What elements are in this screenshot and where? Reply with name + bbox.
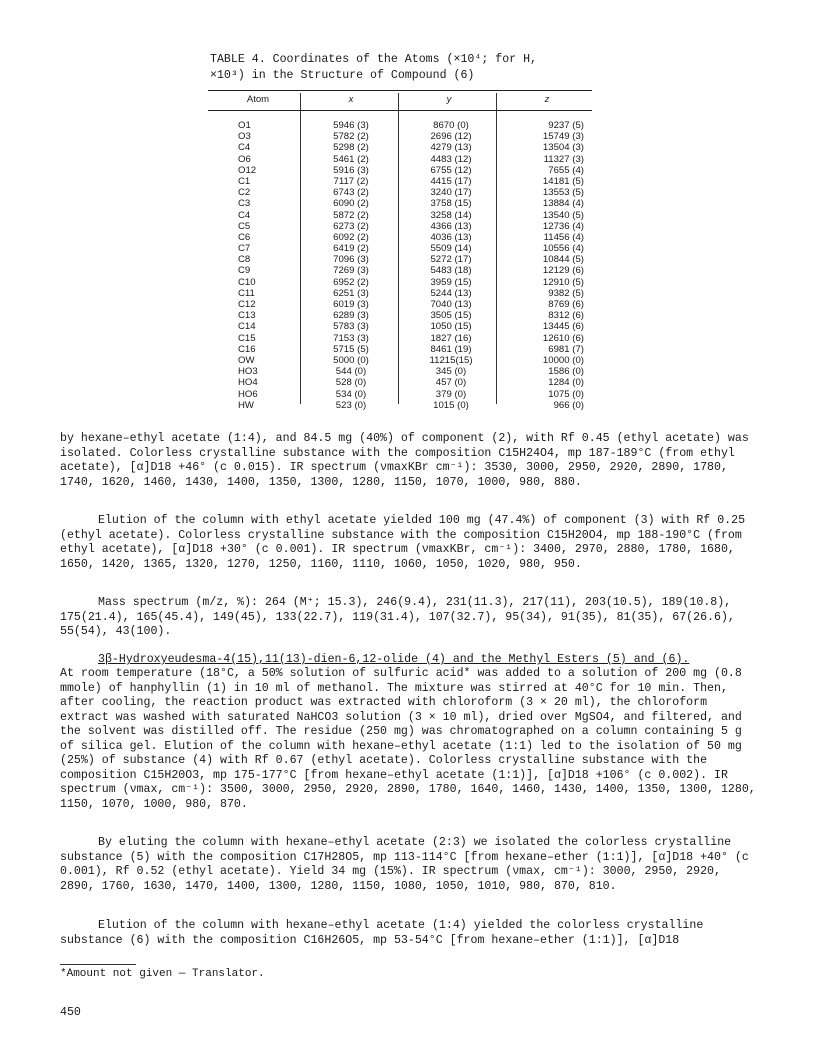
atom-cell: C12 [238,299,256,310]
x-cell: 5298 (2) [333,142,369,154]
atom-cell: C1 [238,175,251,187]
atom-cell: C11 [238,287,255,299]
atom-cell: C3 [238,198,251,210]
y-cell: 4415 (17) [430,175,472,187]
atom-column [238,120,278,411]
y-cell: 2696 (12) [430,131,472,143]
x-cell: 6273 (2) [333,220,369,232]
z-cell: 10556 (4) [542,243,584,255]
paragraph-component-3: Elution of the column with ethyl acetate yielded 100 mg (47.4%) of component (3) with Rf 0.25 (ethyl acetate). Colorless crystalline substance with the composition C15H20O4, mp 188-190°C (from ethyl acetate), [α]D18 +30° (c 0.001). IR spectrum (νmaxKBr, cm⁻¹): 3400, 2970, 2880, 1780, 1680, 1650, 1420, 1365, 1320, 1270, 1250, 1160, 1110, 1060, 1050, 1020, 980, 950. [60,514,746,571]
y-cell: 6755 (12) [430,164,472,176]
x-cell: 5715 (5) [333,343,369,355]
z-cell: 14181 (5) [542,175,584,187]
x-cell: 6952 (2) [333,276,369,288]
z-cell: 11456 (4) [543,231,584,243]
y-cell: 1827 (16) [430,332,472,344]
y-column [418,120,484,411]
z-cell: 8312 (6) [548,310,584,322]
x-cell: 528 (0) [335,377,367,389]
atom-cell: HO6 [238,388,258,400]
z-cell: 12736 (4) [542,220,584,232]
y-cell: 3258 (14) [430,209,472,221]
atom-cell: O3 [238,131,251,143]
x-cell: 5783 (3) [333,321,369,333]
atom-cell: C9 [238,265,251,277]
atom-cell: O12 [238,164,257,176]
y-cell: 5483 (18) [430,265,472,277]
z-cell: 9237 (5) [548,120,584,131]
atom-cell: HW [238,399,254,411]
column-divider [496,93,497,404]
x-cell: 5872 (2) [333,209,369,221]
atom-cell: C15 [238,332,256,344]
x-cell: 6090 (2) [333,198,369,210]
x-cell: 6092 (2) [333,231,369,243]
y-cell: 8461 (19) [430,343,472,355]
y-cell: 457 (0) [435,377,467,389]
section-heading-text: 3β-Hydroxyeudesma-4(15),11(13)-dien-6,12-olide (4) and the Methyl Esters (5) and (6). [98,653,690,666]
x-cell: 5000 (0) [333,354,369,366]
z-cell: 7655 (4) [548,164,584,176]
atom-cell: C6 [238,231,251,243]
z-cell: 11327 (3) [543,153,584,165]
y-cell: 3758 (15) [430,198,472,210]
column-divider [398,93,399,404]
z-cell: 12129 (6) [542,265,584,277]
x-column [320,120,382,411]
atom-cell: C16 [238,343,256,355]
y-cell: 3959 (15) [430,276,472,288]
paragraph-component-2: by hexane–ethyl acetate (1:4), and 84.5 mg (40%) of component (2), with Rf 0.45 (ethyl acetate) was isolated. Colorless crystalline substance with the composition C15H24O4, mp 187-189°C (from ethyl acetate), [α]D18 +46° (c 0.015). IR spectrum (νmaxKBr cm⁻¹): 3530, 3000, 2950, 2920, 2890, 1780, 1740, 1620, 1460, 1430, 1400, 1350, 1300, 1280, 1150, 1070, 1000, 980, 880. [60,432,749,489]
header-y: y [446,94,452,105]
x-cell: 6289 (3) [333,310,369,322]
x-cell: 5916 (3) [333,164,369,176]
z-cell: 1586 (0) [548,366,584,378]
y-cell: 5509 (14) [430,243,472,255]
y-cell: 345 (0) [435,366,467,378]
y-cell: 3505 (15) [430,310,472,322]
z-cell: 13445 (6) [542,321,584,333]
z-cell: 6981 (7) [548,343,584,355]
atom-cell: C10 [238,276,256,288]
atom-cell: C14 [238,321,256,333]
column-divider [300,93,301,404]
atom-cell: O1 [238,120,251,131]
x-cell: 534 (0) [335,388,367,400]
y-cell: 4366 (13) [430,220,472,232]
x-cell: 523 (0) [335,399,367,411]
y-cell: 1015 (0) [433,399,469,411]
section-heading-compound-4 [60,653,760,668]
z-cell: 966 (0) [553,399,584,411]
z-cell: 1075 (0) [548,388,584,400]
atom-cell: HO4 [238,377,258,389]
y-cell: 4483 (12) [430,153,472,165]
x-cell: 5946 (3) [333,120,369,131]
z-column [508,120,584,411]
atom-cell: OW [238,354,255,366]
atom-cell: C4 [238,209,251,221]
atom-cell: C7 [238,243,251,255]
y-cell: 11215(15) [429,354,473,366]
x-cell: 6743 (2) [333,187,369,199]
y-cell: 5272 (17) [430,254,472,266]
x-cell: 6251 (3) [333,287,369,299]
header-atom: Atom [246,94,270,105]
x-cell: 6019 (3) [333,299,369,310]
z-cell: 8769 (6) [548,299,584,310]
z-cell: 12610 (6) [542,332,584,344]
z-cell: 10000 (0) [542,354,584,366]
x-cell: 6419 (2) [333,243,369,255]
y-cell: 4036 (13) [430,231,472,243]
x-cell: 5782 (2) [333,131,369,143]
atom-cell: O6 [238,153,251,165]
z-cell: 13504 (3) [542,142,584,154]
atom-cell: C2 [238,187,251,199]
y-cell: 8670 (0) [433,120,469,131]
paragraph-substance-5: By eluting the column with hexane–ethyl acetate (2:3) we isolated the colorless crystalline substance (5) with the composition C17H28O5, mp 113-114°C [from hexane–ether (1:1)], [α]D18 +40° (c 0.001), Rf 0.52 (ethyl acetate). Yield 34 mg (15%). IR spectrum (νmax, cm⁻¹): 3000, 2950, 2920, 2890, 1760, 1630, 1470, 1400, 1300, 1280, 1150, 1080, 1050, 1010, 980, 870, 810. [60,836,749,893]
paragraph-preparation: At room temperature (18°C, a 50% solution of sulfuric acid* was added to a solution of 200 mg (0.8 mmole) of hanphyllin (1) in 10 ml of methanol. The mixture was stirred at 40°C for 10 min. Then, after cooling, the reaction product was extracted with chloroform (3 × 20 ml), the chloroform extract was washed with saturated NaHCO3 solution (3 × 10 ml), dried over MgSO4, and filtered, and the solvent was distilled off. The residue (250 mg) was chromatographed on a column containing 5 g of silica gel. Elution of the column with hexane–ethyl acetate (1:1) led to the isolation of 50 mg (25%) of substance (4) with Rf 0.67 (ethyl acetate). Colorless crystalline substance with the composition C15H20O3, mp 175-177°C [from hexane–ethyl acetate (1:1)], [α]D18 +106° (c 0.002). IR spectrum (νmax, cm⁻¹): 3500, 3000, 2950, 2920, 2890, 1780, 1640, 1460, 1430, 1400, 1350, 1300, 1280, 1150, 1070, 1000, 980, 870. [60,667,756,811]
atom-cell: C8 [238,254,251,266]
z-cell: 10844 (5) [542,254,584,266]
x-cell: 7117 (2) [333,175,369,187]
atom-cell: HO3 [238,366,258,378]
paragraph-substance-6: Elution of the column with hexane–ethyl acetate (1:4) yielded the colorless crystalline substance (6) with the composition C16H26O5, mp 53-54°C [from hexane–ether (1:1)], [α]D18 [60,919,704,947]
x-cell: 7153 (3) [333,332,369,344]
y-cell: 7040 (13) [430,299,472,310]
header-x: x [348,94,354,105]
z-cell: 13553 (5) [542,187,584,199]
coordinates-table [208,90,592,411]
footnote: *Amount not given — Translator. [60,968,265,980]
header-z: z [544,94,550,105]
table-caption: TABLE 4. Coordinates of the Atoms (×10⁴; for H, ×10³) in the Structure of Compound (6) [210,53,537,82]
y-cell: 379 (0) [435,388,467,400]
table-header-rule [208,110,592,111]
paragraph-mass-spectrum: Mass spectrum (m/z, %): 264 (M⁺; 15.3), 246(9.4), 231(11.3), 217(11), 203(10.5), 189(10.8), 175(21.4), 165(45.4), 149(45), 133(22.7), 119(31.4), 107(32.7), 95(34), 91(35), 81(35), 67(26.6), 55(54), 43(100). [60,596,735,638]
z-cell: 9382 (5) [548,287,584,299]
y-cell: 4279 (13) [430,142,472,154]
z-cell: 12910 (5) [542,276,584,288]
table-top-rule [208,90,592,91]
y-cell: 3240 (17) [430,187,472,199]
x-cell: 544 (0) [335,366,367,378]
z-cell: 13884 (4) [542,198,584,210]
atom-cell: C13 [238,310,256,322]
x-cell: 7096 (3) [333,254,369,266]
y-cell: 1050 (15) [430,321,472,333]
y-cell: 5244 (13) [430,287,472,299]
footnote-rule [60,964,136,965]
page-number: 450 [60,1006,81,1019]
atom-cell: C5 [238,220,251,232]
x-cell: 5461 (2) [333,153,369,165]
z-cell: 13540 (5) [542,209,584,221]
z-cell: 15749 (3) [542,131,584,143]
atom-cell: C4 [238,142,251,154]
x-cell: 7269 (3) [333,265,369,277]
z-cell: 1284 (0) [548,377,584,389]
